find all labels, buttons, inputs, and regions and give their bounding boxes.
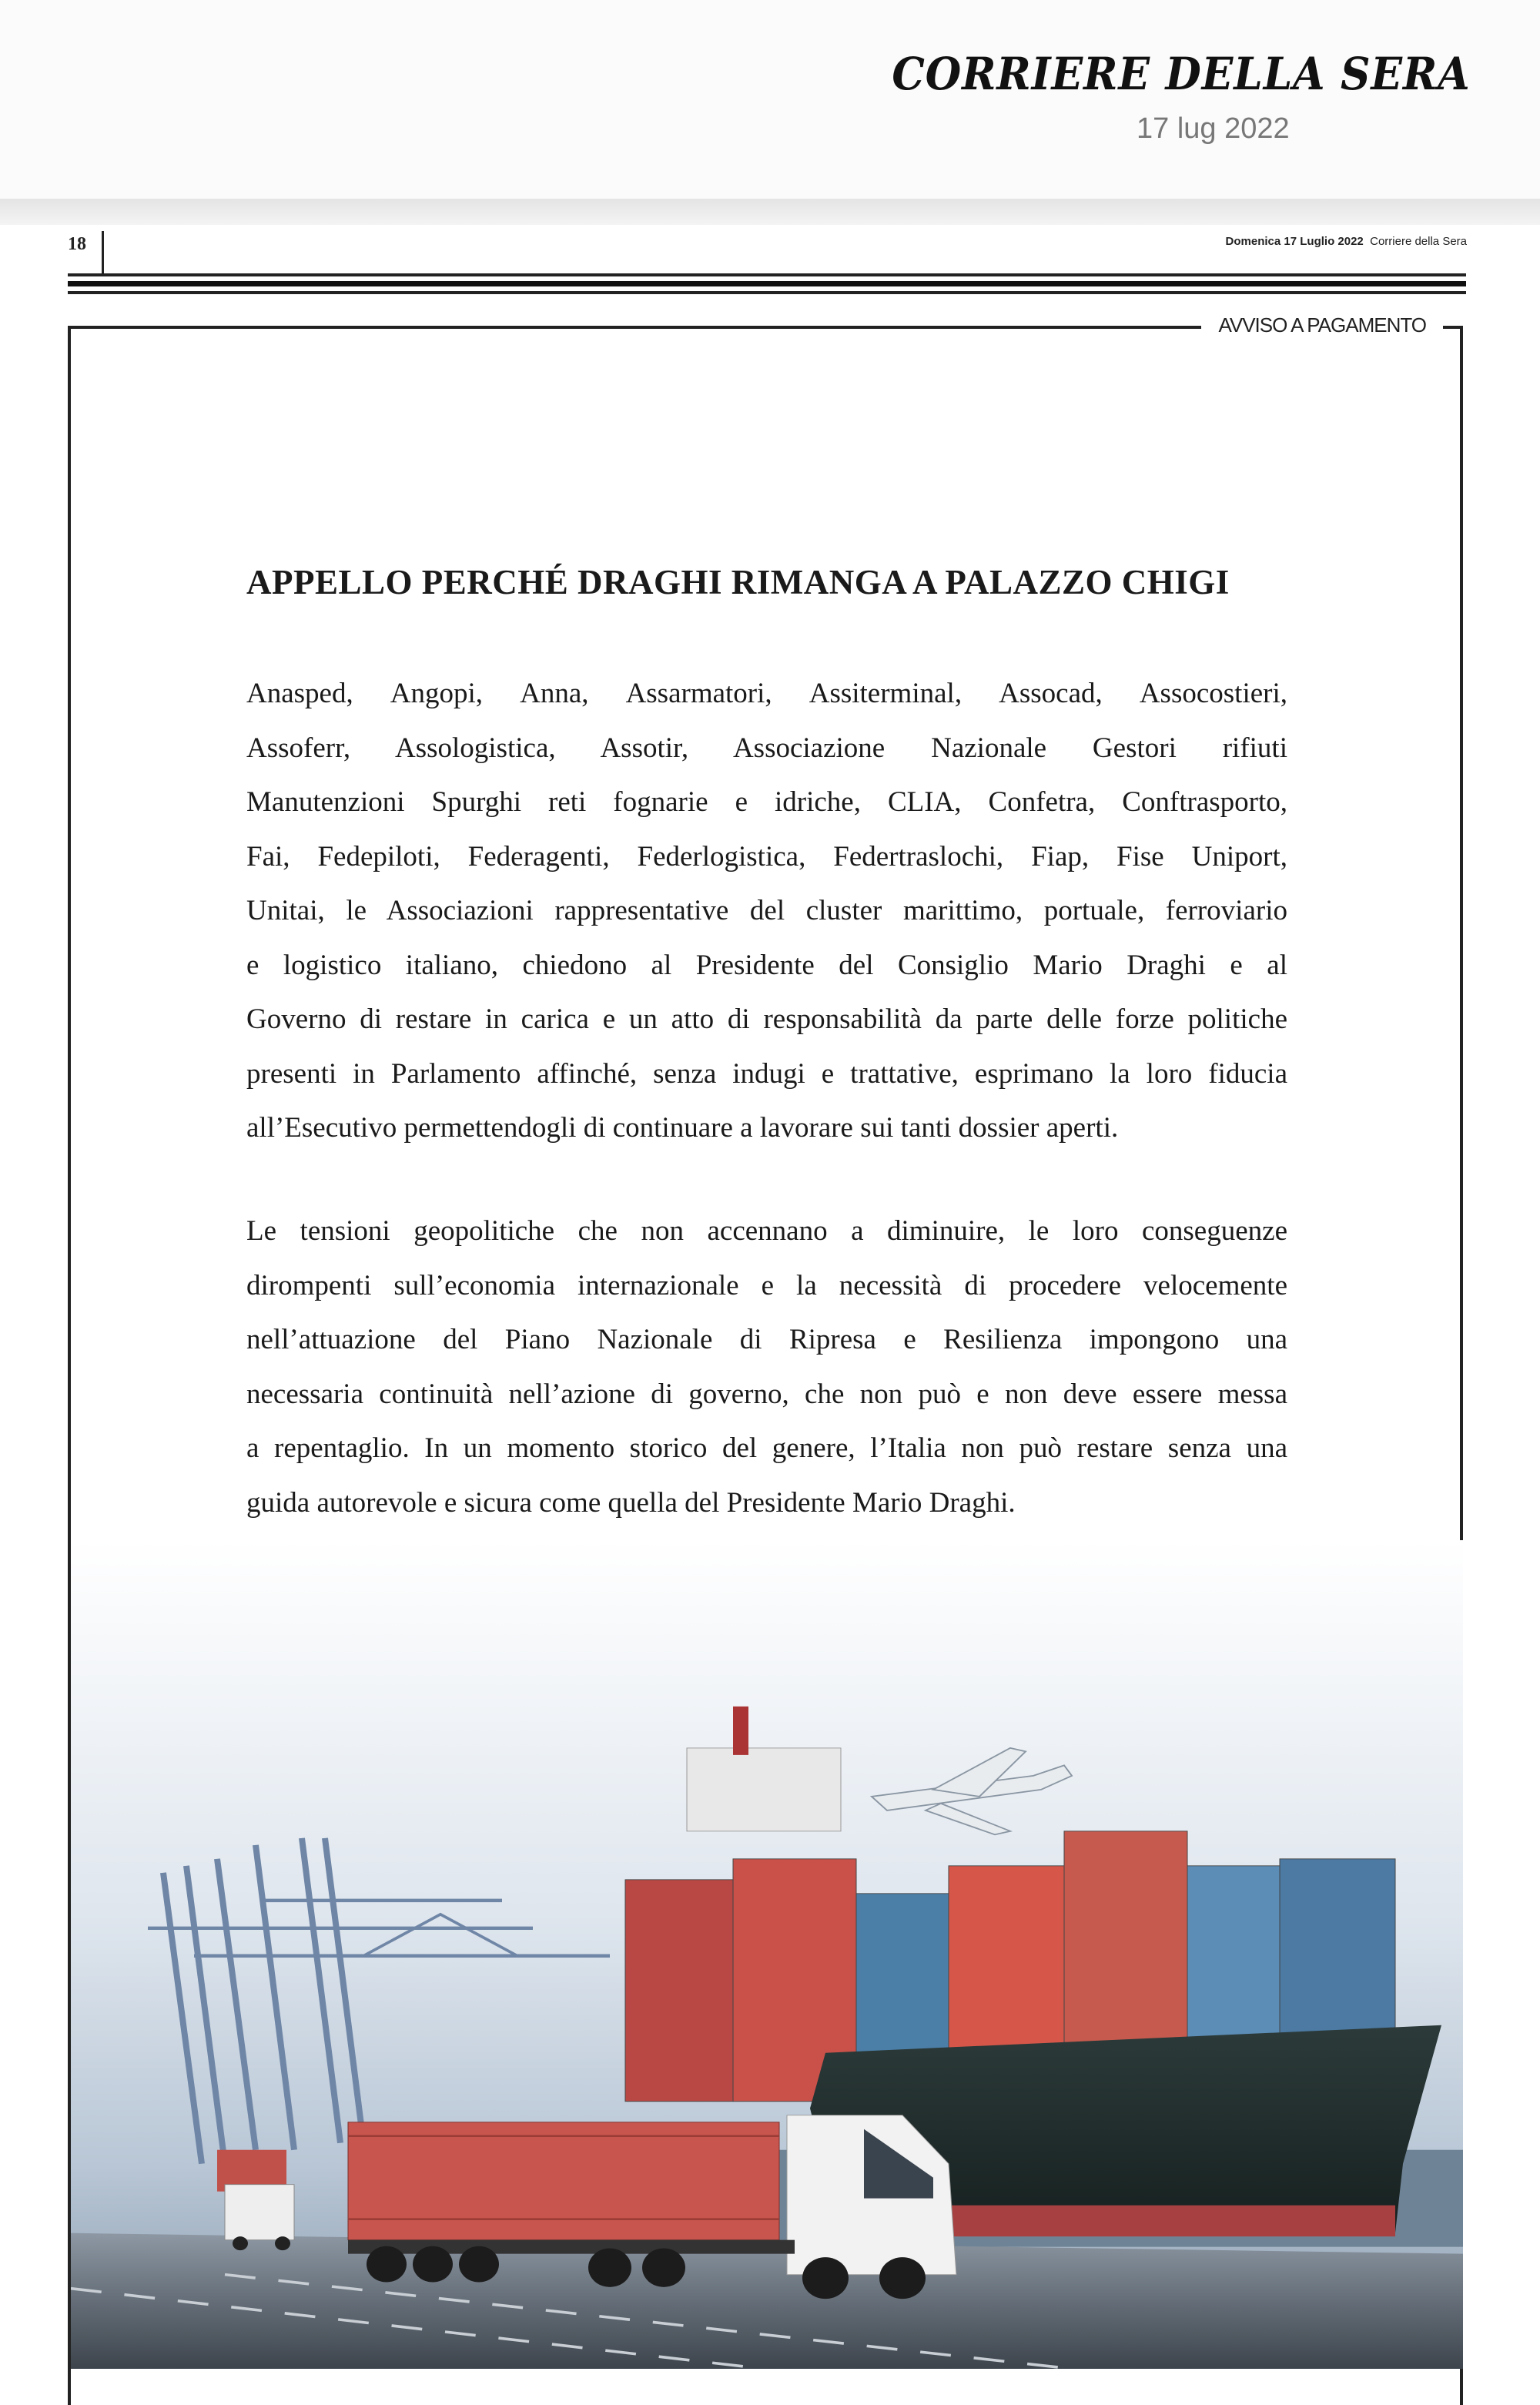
text-line: guida autorevole e sicura come quella del Presidente Mario Draghi. — [246, 1486, 1016, 1519]
text-line: presenti in Parlamento affinché, senza indugi e trattative, esprimano la loro fiducia — [246, 1057, 1287, 1090]
top-rule — [68, 273, 1466, 276]
newspaper-logo[interactable]: CORRIERE DELLA SERA — [892, 48, 1471, 100]
text-line: Unitai, le Associazioni rappresentative del cluster marittimo, portuale, ferroviario — [246, 895, 1287, 926]
text-line: a repentaglio. In un momento storico del genere, l’Italia non può restare senza una — [246, 1432, 1287, 1464]
small-truck-icon — [217, 2150, 294, 2250]
app-header — [0, 0, 1540, 199]
ship-bridge — [687, 1748, 841, 1831]
text-line: Assoferr, Assologistica, Assotir, Associazione Nazionale Gestori rifiuti — [246, 732, 1287, 764]
page-number: 18 — [68, 234, 86, 254]
text-line: Manutenzioni Spurghi reti fognarie e idriche, CLIA, Confetra, Conftrasporto, — [246, 786, 1287, 818]
text-line: all’Esecutivo permettendogli di continuare a lavorare sui tanti dossier aperti. — [246, 1112, 1119, 1144]
page-number-divider — [102, 231, 104, 276]
article-title: APPELLO PERCHÉ DRAGHI RIMANGA A PALAZZO CHIGI — [246, 563, 1230, 601]
top-rule — [68, 291, 1466, 294]
text-line: dirompenti sull’economia internazionale e la necessità di procedere velocemente — [246, 1269, 1287, 1301]
text-line: necessaria continuità nell’azione di governo, che non può e non deve essere messa — [246, 1378, 1287, 1410]
text-line: Le tensioni geopolitiche che non accennano a diminuire, le loro conseguenze — [246, 1215, 1287, 1247]
folio — [1226, 235, 1467, 248]
folio-paper: Corriere della Sera — [1370, 235, 1467, 248]
text-line: Governo di restare in carica e un atto di responsabilità da parte delle forze politiche — [246, 1003, 1287, 1035]
container-truck-icon — [348, 2115, 956, 2299]
header-shadow — [0, 199, 1540, 225]
paragraph-1 — [246, 667, 1287, 1156]
text-line: Anasped, Angopi, Anna, Assarmatori, Assiterminal, Assocad, Assocostieri, — [246, 678, 1287, 709]
ship-mast — [733, 1707, 748, 1755]
paid-notice-label: AVVISO A PAGAMENTO — [1201, 313, 1443, 337]
issue-date: 17 lug 2022 — [1137, 112, 1290, 145]
text-line: nell’attuazione del Piano Nazionale di Ripresa e Resilienza impongono una — [246, 1324, 1287, 1355]
text-line: e logistico italiano, chiedono al Presidente del Consiglio Mario Draghi e al — [246, 949, 1287, 981]
paragraph-2 — [246, 1204, 1287, 1530]
folio-date: Domenica 17 Luglio 2022 — [1225, 235, 1364, 248]
top-rule-thick — [68, 281, 1466, 286]
text-line: Fai, Fedepiloti, Federagenti, Federlogistica, Federtraslochi, Fiap, Fise Uniport, — [246, 840, 1287, 873]
logistics-illustration — [71, 1540, 1463, 2369]
